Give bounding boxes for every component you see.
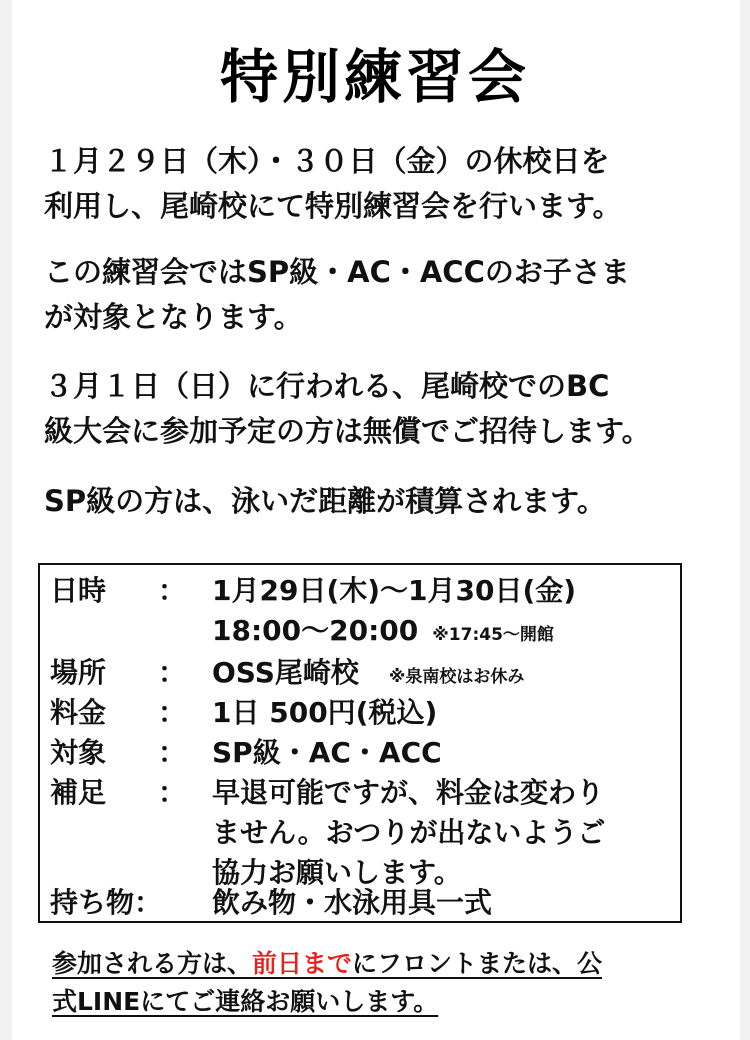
opening-note: ※17:45〜開館 <box>432 625 554 645</box>
footer-part2: にフロントまたは、公 <box>352 949 603 978</box>
value-place <box>212 651 524 691</box>
label-target: 対象 <box>50 736 107 769</box>
colon: ： <box>158 736 187 769</box>
value-fee: 1日 500円(税込) <box>212 696 438 729</box>
label-datetime: 日時 <box>50 574 107 607</box>
value-supplement-line: 早退可能ですが、料金は変わり <box>212 776 605 809</box>
footer-line <box>52 945 712 983</box>
paragraph-line: ３月１日（日）に行われる、尾崎校でのBC <box>44 369 610 403</box>
value-target: SP級・AC・ACC <box>212 736 442 769</box>
label-belongings: 持ち物： <box>50 886 163 919</box>
footer-part1: 参加される方は、 <box>52 949 253 978</box>
paragraph-line: 級大会に参加予定の方は無償でご招待します。 <box>44 414 651 448</box>
paragraph-distance <box>44 479 724 524</box>
label-supplement: 補足 <box>50 776 107 809</box>
footer-text-1 <box>52 949 602 978</box>
value-datetime-dates: 1月29日(木)〜1月30日(金) <box>212 574 577 607</box>
colon: ： <box>158 656 187 689</box>
colon: ： <box>158 776 187 809</box>
footer-text-2: 式LINEにてご連絡お願いします。 <box>52 987 439 1016</box>
paragraph-invitation <box>44 364 724 454</box>
page-title: 特別練習会 <box>219 43 530 111</box>
paragraph-line: SP級の方は、泳いだ距離が積算されます。 <box>44 484 606 518</box>
paragraph-line: が対象となります。 <box>44 300 303 334</box>
colon: ： <box>158 696 187 729</box>
paragraph-line: 利用し、尾崎校にて特別練習会を行います。 <box>44 189 622 223</box>
details-box <box>38 563 682 923</box>
place-name: OSS尾崎校 <box>212 656 359 689</box>
footer-notice <box>52 945 712 1021</box>
time-range: 18:00〜20:00 <box>212 614 419 647</box>
value-datetime-time <box>212 609 554 649</box>
paragraph-closure-days <box>44 139 724 229</box>
value-supplement-line: 協力お願いします。 <box>212 856 462 889</box>
value-supplement-line: ません。おつりが出ないようご <box>212 816 606 849</box>
footer-highlight: 前日まで <box>252 949 353 978</box>
paragraph-line: この練習会ではSP級・AC・ACCのお子さま <box>44 255 630 289</box>
label-fee: 料金 <box>50 696 107 729</box>
colon: ： <box>158 574 187 607</box>
footer-line <box>52 983 712 1021</box>
label-place: 場所 <box>50 656 107 689</box>
paragraph-eligibility <box>44 250 724 340</box>
paragraph-line: １月２９日（木）・３０日（金）の休校日を <box>44 144 610 178</box>
place-note: ※泉南校はお休み <box>388 667 525 687</box>
value-belongings: 飲み物・水泳用具一式 <box>212 886 493 919</box>
